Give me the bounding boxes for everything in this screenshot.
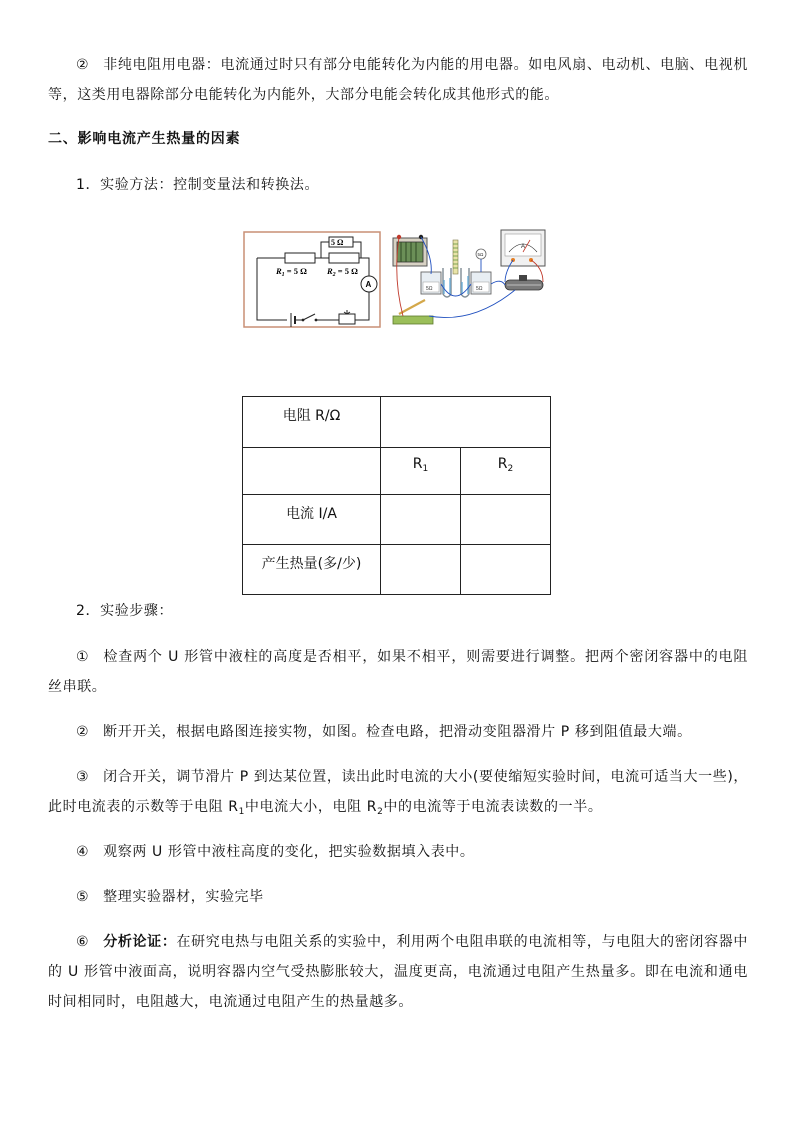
steps-title: 2．实验步骤： xyxy=(76,603,174,619)
step-4 xyxy=(48,837,748,867)
method-line: 1．实验方法：控制变量法和转换法。 xyxy=(76,177,320,193)
item-number: ③ xyxy=(76,769,90,785)
experiment-illustration xyxy=(243,228,549,330)
item-number: ② xyxy=(76,724,90,740)
experiment-figure xyxy=(243,228,549,330)
step-3 xyxy=(48,762,748,822)
label-top-resistor: 5 Ω xyxy=(331,238,344,247)
item-number: ⑥ xyxy=(76,934,90,950)
table-cell xyxy=(461,545,551,595)
svg-text:A: A xyxy=(521,244,526,250)
ammeter-device-icon xyxy=(501,230,545,266)
step-1 xyxy=(48,642,748,702)
table-cell-header: 电阻 R/Ω xyxy=(243,397,381,448)
label-ammeter: A xyxy=(365,280,372,289)
step-text: 断开开关，根据电路图连接实物，如图。检查电路，把滑动变阻器滑片 P 移到阻值最大端。 xyxy=(103,724,692,740)
resistor-r1 xyxy=(285,253,315,263)
step-5 xyxy=(48,882,748,912)
table-row xyxy=(243,545,551,595)
container-left xyxy=(421,272,441,294)
step-text: 闭合开关，调节滑片 P 到达某位置，读出此时电流的大小(要使缩短实验时间，电流可适当大一些)，此时电流表的示数等于电阻 $R_1$中电流大小，电阻 $R_2$中的电流等于电流表读数的一半。 xyxy=(48,769,749,817)
step-text: 观察两 U 形管中液柱高度的变化，把实验数据填入表中。 xyxy=(103,844,475,860)
table-row xyxy=(243,397,551,448)
item-number: ② xyxy=(76,57,90,73)
section-heading: 二、影响电流产生热量的因素 xyxy=(48,131,241,147)
label-r2: $R_2 = 5$ Ω xyxy=(327,266,358,278)
table-row xyxy=(243,448,551,495)
step-text: 整理实验器材，实验完毕 xyxy=(103,889,264,905)
table-cell-r2: $R_2$ xyxy=(461,448,551,495)
table-cell xyxy=(381,495,461,545)
table-cell-heat: 产生热量(多/少) xyxy=(243,545,381,595)
data-table xyxy=(242,396,551,595)
rheostat-device-icon xyxy=(505,275,543,290)
table-cell-current: 电流 I/A xyxy=(243,495,381,545)
table-cell xyxy=(381,397,551,448)
table-cell xyxy=(243,448,381,495)
table-cell-r1: $R_1$ xyxy=(381,448,461,495)
svg-text:5Ω: 5Ω xyxy=(477,252,484,257)
item-number: ① xyxy=(76,649,90,665)
table-cell xyxy=(381,545,461,595)
circuit-diagram xyxy=(244,232,380,327)
paragraph-text: 非纯电阻用电器：电流通过时只有部分电能转化为内能的用电器。如电风扇、电动机、电脑、电视机等，这类用电器除部分电能转化为内能外，大部分电能会转化成其他形式的能。 xyxy=(48,57,748,103)
table-cell xyxy=(461,495,551,545)
table-row xyxy=(243,495,551,545)
step-6 xyxy=(48,927,748,1017)
paragraph-nonpure-resistor xyxy=(48,50,748,110)
rheostat-icon xyxy=(339,314,355,324)
svg-text:5Ω: 5Ω xyxy=(426,286,433,292)
apparatus-illustration xyxy=(393,230,545,324)
switch-device-icon xyxy=(393,300,433,324)
scale-icon xyxy=(453,240,458,274)
container-right xyxy=(471,272,491,294)
step-2 xyxy=(48,717,748,747)
resistor-r2 xyxy=(329,253,359,263)
svg-text:5Ω: 5Ω xyxy=(476,286,483,292)
analysis-label: 分析论证： xyxy=(103,934,177,950)
label-r1: $R_1 = 5$ Ω xyxy=(276,266,307,278)
step-text: 在研究电热与电阻关系的实验中，利用两个电阻串联的电流相等，与电阻大的密闭容器中的 U 形管中液面高，说明容器内空气受热膨胀较大，温度更高，电流通过电阻产生热量多。即在电流和通电时间相同时，电阻越大，电流通过电阻产生的热量越多。 xyxy=(48,934,749,1010)
item-number: ④ xyxy=(76,844,90,860)
item-number: ⑤ xyxy=(76,889,90,905)
step-text: 检查两个 U 形管中液柱的高度是否相平，如果不相平，则需要进行调整。把两个密闭容器中的电阻丝串联。 xyxy=(48,649,748,695)
